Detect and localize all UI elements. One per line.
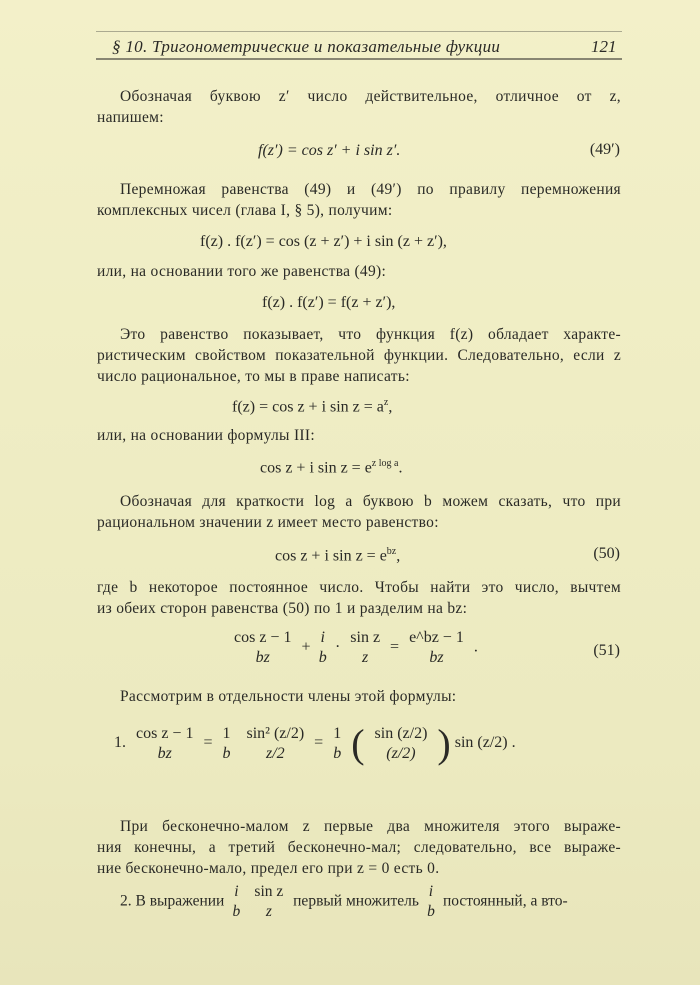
header-rule-bottom	[96, 58, 622, 60]
paragraph-line: ристическим свойством показательной функции. Следовательно, если z	[97, 347, 621, 364]
equation-number-50: (50)	[593, 545, 620, 562]
item-1-equation: 1. cos z − 1 bz = 1 b sin² (z/2) z/2 = 1 b ( sin (z/2) (z/2) ) sin (z/2) .	[114, 721, 516, 766]
right-paren: )	[437, 721, 451, 766]
header-rule-top	[96, 31, 622, 32]
fraction: cos z − 1 bz	[234, 629, 292, 666]
fraction: sin z z	[350, 629, 381, 666]
equation-number-49-prime: (49′)	[589, 141, 620, 158]
fraction: sin (z/2) (z/2)	[374, 724, 428, 762]
paragraph-line: где b некоторое постоянное число. Чтобы найти это число, вычтем	[97, 579, 621, 596]
equation-product: f(z) . f(z′) = cos (z + z′) + i sin (z + z′),	[200, 233, 447, 250]
paragraph-line: Обозначая буквою z′ число действительное, отличное от z,	[120, 88, 621, 105]
equation-49-prime: f(z′) = cos z′ + i sin z′.	[258, 142, 401, 159]
equation-51: cos z − 1 bz + i b · sin z z = e^bz − 1 bz .	[234, 629, 478, 666]
paragraph-line: ние бесконечно-мало, предел его при z = 0 есть 0.	[97, 860, 440, 877]
paragraph-line: Обозначая для краткости log a буквою b можем сказать, что при	[120, 493, 621, 510]
paragraph-line: или, на основании формулы III:	[97, 427, 315, 444]
fraction: sin² (z/2) z/2	[246, 724, 305, 762]
fraction: i b	[318, 629, 327, 666]
equation-functional: f(z) . f(z′) = f(z + z′),	[262, 294, 396, 311]
left-paren: (	[351, 721, 365, 766]
item-2-line: 2. В выражении i b sin z z первый множитель i b постоянный, а вто-	[120, 883, 568, 920]
paragraph-line: Рассмотрим в отдельности члены этой формулы:	[120, 688, 457, 705]
fraction: sin z z	[254, 883, 284, 920]
fraction: 1 b	[222, 724, 231, 762]
fraction: i b	[232, 883, 241, 920]
paragraph-line: число рациональное, то мы в праве написать:	[97, 368, 410, 385]
equation-power: f(z) = cos z + i $\sin z = a^z$,	[232, 397, 393, 416]
fraction: cos z − 1 bz	[136, 724, 194, 762]
paragraph-line: напишем:	[97, 109, 164, 126]
paragraph-line: При бесконечно-малом z первые два множителя этого выраже-	[120, 818, 621, 835]
fraction: i b	[427, 883, 435, 920]
equation-50: cos z + i $\sin z = e^{bz}$,	[275, 546, 401, 565]
paragraph-line: из обеих сторон равенства (50) по 1 и разделим на bz:	[97, 600, 468, 617]
fraction: 1 b	[333, 724, 342, 762]
paragraph-line: комплексных чисел (глава I, § 5), получим:	[97, 202, 393, 219]
fraction: e^bz − 1 bz	[409, 629, 464, 666]
paragraph-line: Перемножая равенства (49) и (49′) по правилу перемножения	[120, 181, 621, 198]
page-number: 121	[591, 37, 617, 56]
running-header-title: § 10. Тригонометрические и показательные фукции	[112, 37, 501, 56]
equation-number-51: (51)	[593, 642, 620, 659]
paragraph-line: или, на основании того же равенства (49):	[97, 263, 387, 280]
equation-exponential: cos z + i $\sin z = e^{z log a}$.	[260, 458, 403, 477]
paragraph-line: Это равенство показывает, что функция f(z) обладает характе-	[120, 326, 621, 343]
paragraph-line: ния конечны, а третий бесконечно-мал; следовательно, все выраже-	[97, 839, 621, 856]
paragraph-line: рациональном значении z имеет место равенство:	[97, 514, 439, 531]
